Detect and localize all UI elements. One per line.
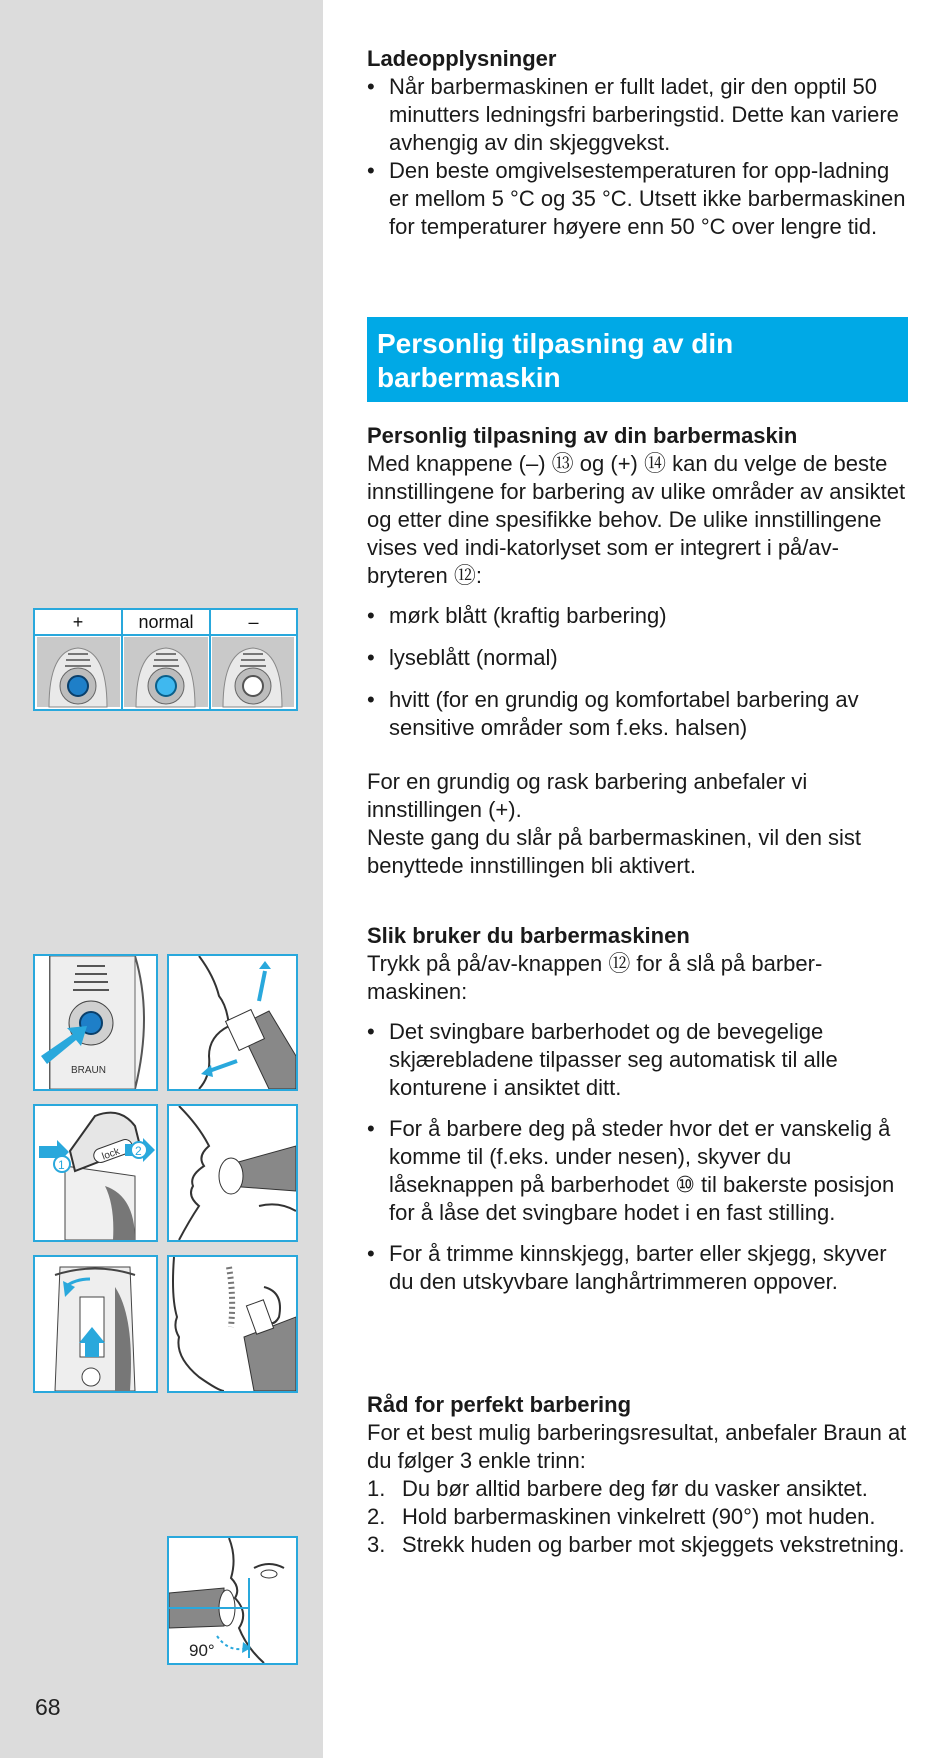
usage-bullet: • For å barbere deg på steder hvor det er vanskelig å komme til (f.eks. under nesen), skyver du låseknappen på barberhodet ⑩ til bakerste posisjon for å låse det svingbare hodet i en fast stilling. [367, 1115, 912, 1227]
section-banner: Personlig tilpasning av din barbermaskin [367, 317, 908, 402]
step-1-badge: 1 [58, 1158, 65, 1172]
shaver-panel-normal [124, 637, 208, 707]
tips-heading: Råd for perfekt barbering [367, 1392, 632, 1417]
usage-bullet: • For å trimme kinnskjegg, barter eller skjegg, skyver du den utskyvbare langhårtrimmeren oppover. [367, 1240, 912, 1296]
charging-section [367, 45, 912, 241]
charging-bullet: • Den beste omgivelsestemperaturen for opp-ladning er mellom 5 °C og 35 °C. Utsett ikke barbermaskinen for temperaturer høyere enn 50 °C over lengre tid. [367, 157, 912, 241]
tips-step: 3. Strekk huden og barber mot skjeggets vekstretning. [367, 1532, 905, 1557]
personal-outro [367, 768, 912, 880]
tips-section [367, 1391, 912, 1559]
usage-heading: Slik bruker du barbermaskinen [367, 923, 690, 948]
setting-label-plus: + [72, 612, 84, 632]
figure-lock-head [33, 1104, 158, 1242]
indicator-light-blue-icon [156, 676, 176, 696]
charging-heading: Ladeopplysninger [367, 46, 557, 71]
figure-angle-90 [167, 1536, 298, 1665]
figure-sideburns [167, 1255, 298, 1393]
angle-label: 90° [189, 1641, 215, 1660]
figure-shaving-chin [167, 954, 298, 1091]
tips-steps [367, 1475, 912, 1559]
personal-heading: Personlig tilpasning av din barbermaskin [367, 423, 798, 448]
personal-bullets [367, 602, 912, 742]
figure-shaving-nose [167, 1104, 298, 1242]
usage-bullets [367, 1018, 912, 1296]
setting-bullet: • mørk blått (kraftig barbering) [367, 602, 912, 630]
page-number: 68 [35, 1694, 61, 1720]
figure-trimmer [33, 1255, 158, 1393]
usage-intro: Trykk på på/av-knappen ⑫ for å slå på barber-maskinen: [367, 951, 823, 1004]
personal-outro-2: Neste gang du slår på barbermaskinen, vil den sist benyttede innstillingen bli aktivert. [367, 825, 862, 878]
tips-step: 1. Du bør alltid barbere deg før du vasker ansiktet. [367, 1476, 868, 1501]
figure-switch-on [33, 954, 158, 1091]
setting-label-normal: normal [138, 612, 194, 632]
step-2-badge: 2 [135, 1144, 142, 1158]
setting-label-minus: – [248, 612, 259, 632]
arrow-up-icon [259, 961, 271, 969]
indicator-dark-blue-icon [68, 676, 88, 696]
charging-bullet: • Når barbermaskinen er fullt ladet, gir den opptil 50 minutters ledningsfri barberingstid. Dette kan variere avhengig av din skjeggvekst. [367, 73, 912, 157]
tips-step: 2. Hold barbermaskinen vinkelrett (90°) mot huden. [367, 1504, 876, 1529]
personal-intro: Med knappene (–) ⑬ og (+) ⑭ kan du velge de beste innstillingene for barbering av ulike områder av ansiktet og etter dine spesifikke behov. De ulike innstillingene vises ved indi-katorlyset som er integrert i på/av-bryteren ⑫: [367, 451, 906, 588]
setting-bullet: • hvitt (for en grundig og komfortabel barbering av sensitive områder som f.eks. halsen) [367, 686, 912, 742]
usage-bullet: • Det svingbare barberhodet og de bevegelige skjærebladene tilpasser seg automatisk til alle konturene i ansiktet ditt. [367, 1018, 912, 1102]
left-margin-column [0, 0, 323, 1758]
tips-intro: For et best mulig barberingsresultat, anbefaler Braun at du følger 3 enkle trinn: [367, 1420, 907, 1473]
arrow-left-icon [201, 1065, 213, 1077]
personal-section [367, 422, 912, 590]
shaver-panel-minus [212, 637, 294, 707]
personal-outro-1: For en grundig og rask barbering anbefaler vi innstillingen (+). [367, 769, 808, 822]
brand-logo: BRAUN [71, 1065, 107, 1076]
setting-bullet: • lyseblått (normal) [367, 644, 912, 672]
shaver-panel-plus [37, 637, 120, 707]
indicator-white-icon [243, 676, 263, 696]
lock-text: lock [100, 1146, 122, 1163]
usage-section [367, 922, 912, 1006]
settings-figure [33, 608, 298, 711]
